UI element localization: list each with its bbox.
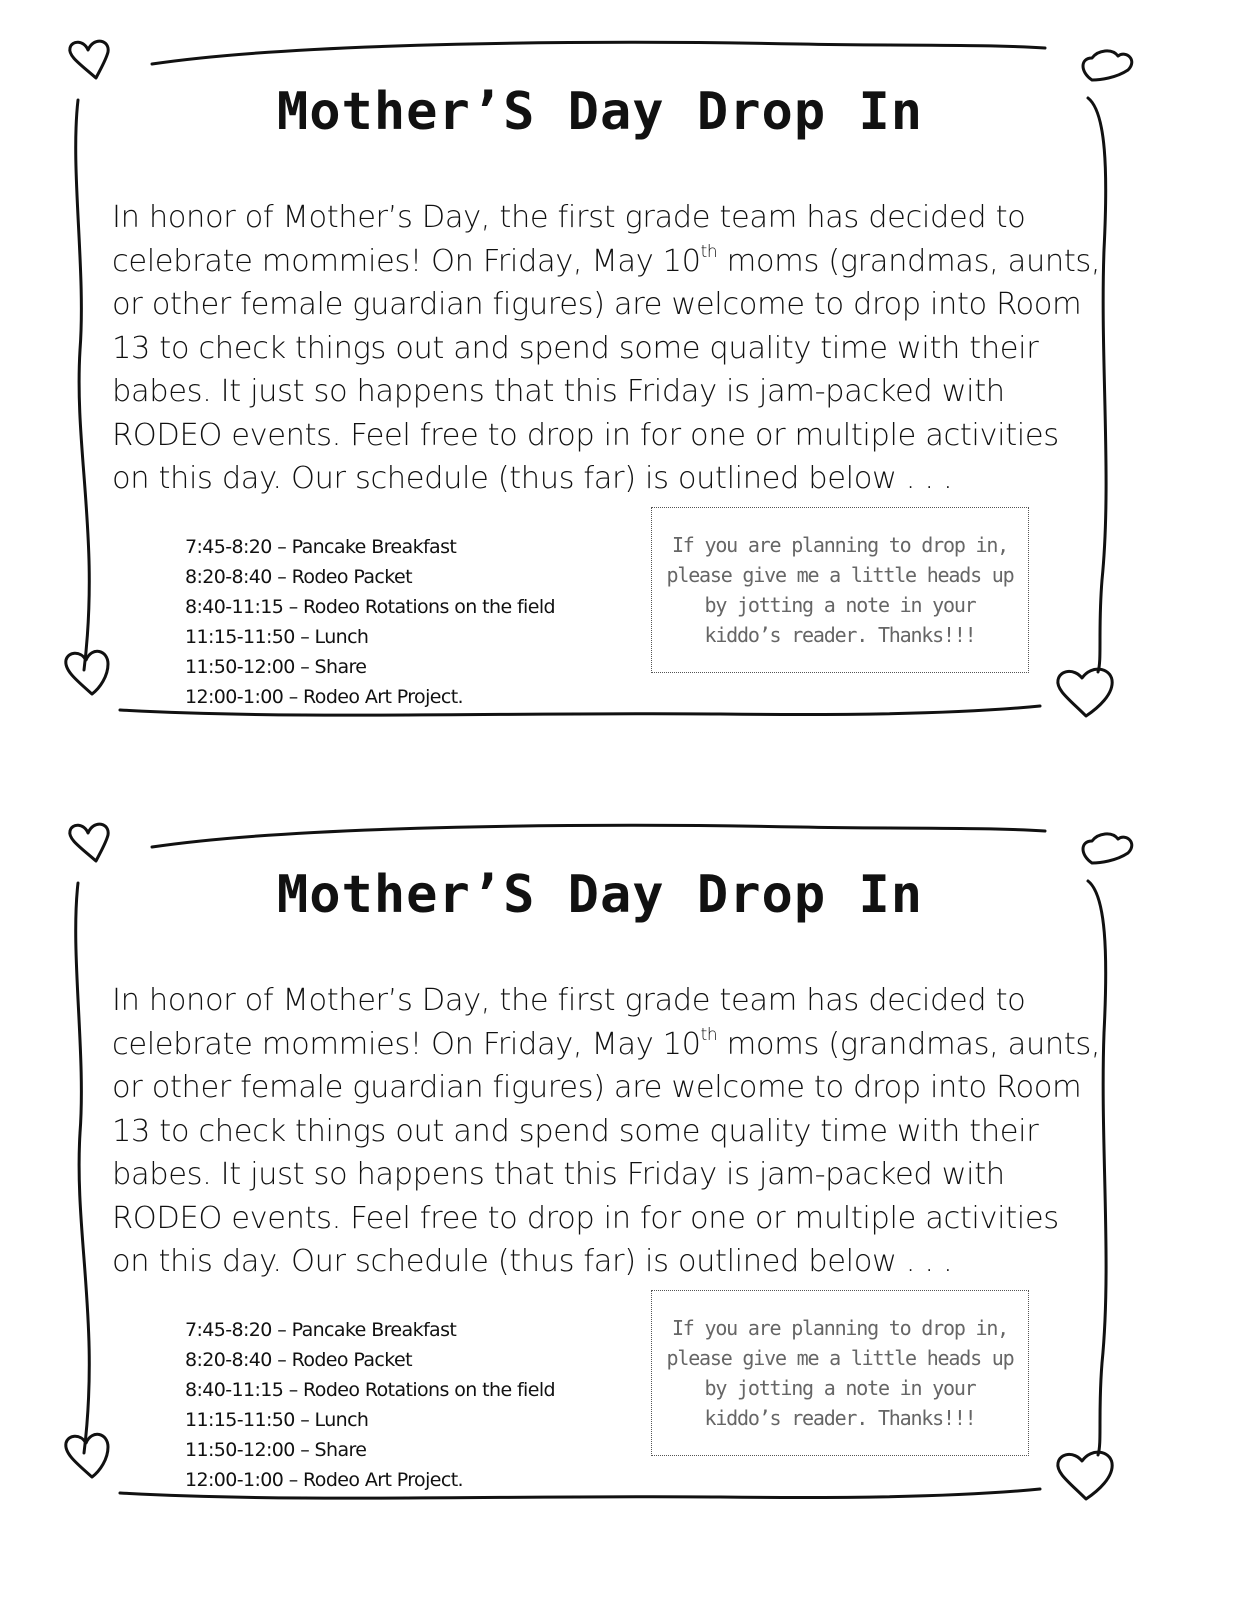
note-box: [651, 1290, 1029, 1456]
schedule-list: [185, 532, 555, 712]
body-paragraph: [112, 979, 1102, 1284]
heart-icon: [1083, 834, 1132, 863]
heart-icon: [70, 824, 108, 861]
heart-icon: [66, 1434, 108, 1477]
body-paragraph: [112, 196, 1102, 501]
body-text-part-2: moms (grandmas, aunts, or other female guardian figures) are welcome to drop into Room 13 to check things out and spend some quality time with their babes. It just so happens that this Friday is jam-packed with RODEO events. Feel free to drop in for one or multiple activities on this day. Our schedule (thus far) is outlined below . . .: [112, 243, 1101, 496]
note-text: If you are planning to drop in, please give me a little heads up by jotting a note in your kiddo’s reader. Thanks!!!: [666, 1316, 1014, 1430]
schedule-list: [185, 1315, 555, 1495]
frame-top-line: [152, 825, 1045, 847]
flyer: [0, 20, 1236, 740]
ordinal-suffix: th: [700, 241, 718, 262]
heart-icon: [1058, 1452, 1112, 1499]
ordinal-suffix: th: [700, 1024, 718, 1045]
heart-icon: [66, 651, 108, 694]
frame-top-line: [152, 42, 1045, 64]
schedule-item: 8:20-8:40 – Rodeo Packet: [185, 566, 412, 588]
schedule-item: 8:40-11:15 – Rodeo Rotations on the field: [185, 1379, 555, 1401]
note-box: [651, 507, 1029, 673]
flyer: [0, 803, 1236, 1523]
schedule-item: 8:40-11:15 – Rodeo Rotations on the field: [185, 596, 555, 618]
schedule-item: 7:45-8:20 – Pancake Breakfast: [185, 536, 457, 558]
schedule-item: 11:15-11:50 – Lunch: [185, 626, 369, 648]
frame-left-line: [76, 883, 90, 1453]
schedule-item: 12:00-1:00 – Rodeo Art Project.: [185, 1469, 463, 1491]
schedule-item: 12:00-1:00 – Rodeo Art Project.: [185, 686, 463, 708]
schedule-item: 11:15-11:50 – Lunch: [185, 1409, 369, 1431]
flyer-title: Mother’S Day Drop In: [276, 865, 924, 925]
heart-icon: [1083, 51, 1132, 80]
body-text-part-1: In honor of Mother’s Day, the first grade team has decided to celebrate mommies! On Friday, May 10: [112, 200, 1026, 279]
schedule-item: 11:50-12:00 – Share: [185, 656, 367, 678]
body-text-part-1: In honor of Mother’s Day, the first grade team has decided to celebrate mommies! On Friday, May 10: [112, 983, 1026, 1062]
schedule-item: 8:20-8:40 – Rodeo Packet: [185, 1349, 412, 1371]
schedule-item: 11:50-12:00 – Share: [185, 1439, 367, 1461]
frame-left-line: [76, 100, 90, 670]
heart-icon: [1058, 669, 1112, 716]
heart-icon: [70, 41, 108, 78]
note-text: If you are planning to drop in, please give me a little heads up by jotting a note in your kiddo’s reader. Thanks!!!: [666, 533, 1014, 647]
schedule-item: 7:45-8:20 – Pancake Breakfast: [185, 1319, 457, 1341]
flyer-title: Mother’S Day Drop In: [276, 82, 924, 142]
body-text-part-2: moms (grandmas, aunts, or other female guardian figures) are welcome to drop into Room 13 to check things out and spend some quality time with their babes. It just so happens that this Friday is jam-packed with RODEO events. Feel free to drop in for one or multiple activities on this day. Our schedule (thus far) is outlined below . . .: [112, 1026, 1101, 1279]
